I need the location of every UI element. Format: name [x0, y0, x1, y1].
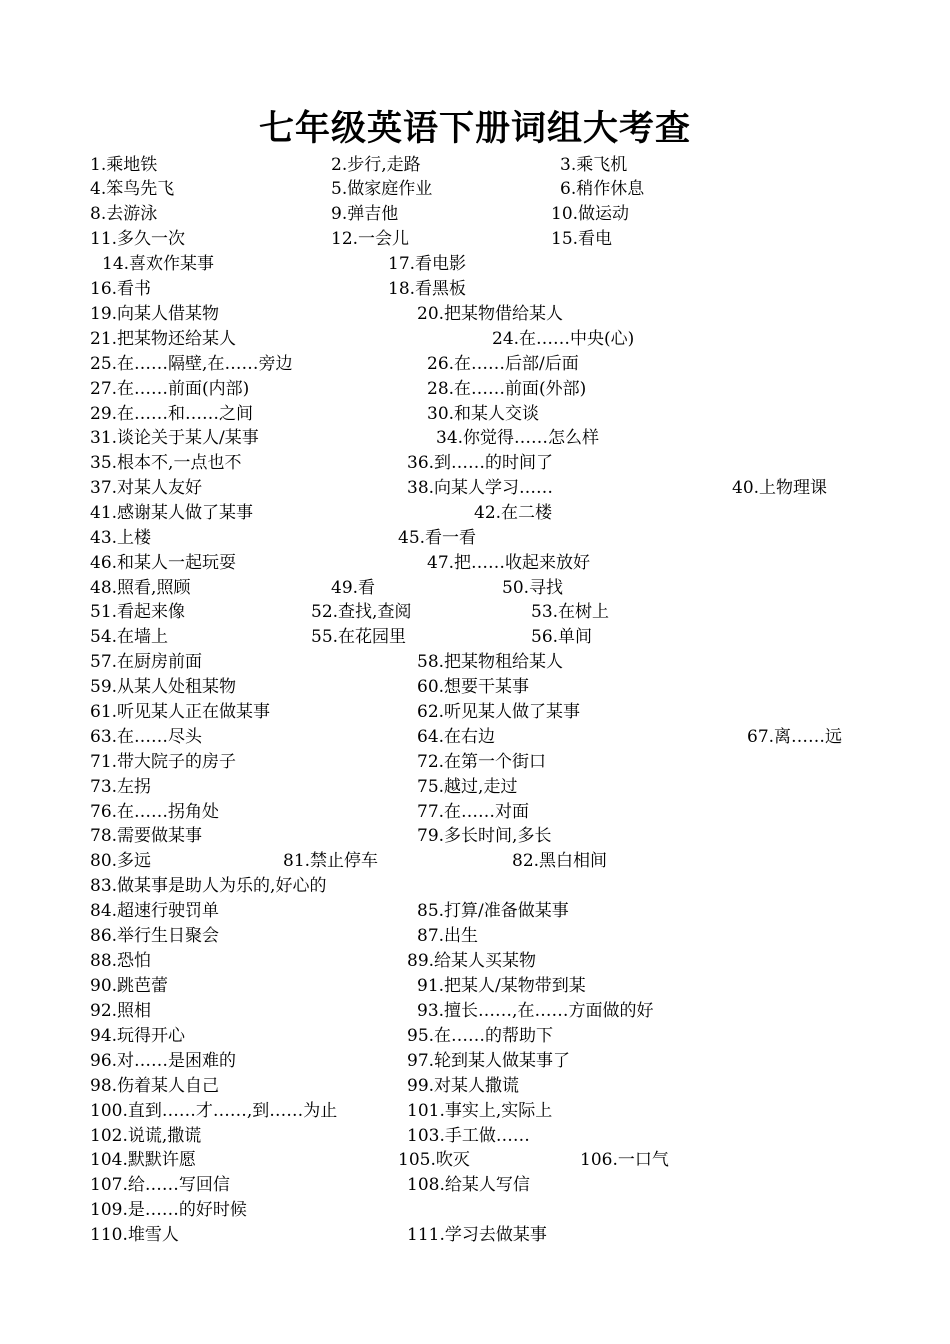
phrase-item: 48.照看,照顾: [90, 578, 191, 598]
phrase-item: 9.弹吉他: [331, 204, 399, 224]
phrase-item: 21.把某物还给某人: [90, 329, 237, 349]
phrase-item: 77.在……对面: [417, 802, 530, 822]
phrase-item: 67.离……远: [747, 727, 843, 747]
phrase-row: [0, 576, 950, 601]
phrase-row: [0, 352, 950, 377]
phrase-item: 41.感谢某人做了某事: [90, 503, 254, 523]
phrase-item: 102.说谎,撒谎: [90, 1126, 202, 1146]
phrase-row: [0, 675, 950, 700]
phrase-row: [0, 153, 950, 178]
phrase-item: 55.在花园里: [311, 627, 407, 647]
phrase-row: [0, 202, 950, 227]
phrase-row: [0, 227, 950, 252]
phrase-item: 100.直到……才……,到……为止: [90, 1101, 338, 1121]
phrase-item: 89.给某人买某物: [407, 951, 537, 971]
phrase-row: [0, 327, 950, 352]
phrase-row: [0, 1223, 950, 1248]
phrase-row: [0, 800, 950, 825]
phrase-item: 40.上物理课: [732, 478, 828, 498]
phrase-item: 53.在树上: [531, 602, 610, 622]
phrase-item: 82.黑白相间: [512, 851, 608, 871]
phrase-row: [0, 650, 950, 675]
phrase-item: 8.去游泳: [90, 204, 158, 224]
phrase-item: 11.多久一次: [90, 229, 186, 249]
phrase-item: 6.稍作休息: [560, 179, 645, 199]
phrase-item: 4.笨鸟先飞: [90, 179, 175, 199]
phrase-row: [0, 775, 950, 800]
phrase-item: 91.把某人/某物带到某: [417, 976, 586, 996]
phrase-row: [0, 501, 950, 526]
phrase-item: 28.在……前面(外部): [427, 379, 587, 399]
phrase-row: [0, 974, 950, 999]
phrase-item: 12.一会儿: [331, 229, 410, 249]
phrase-item: 110.堆雪人: [90, 1225, 179, 1245]
phrase-item: 92.照相: [90, 1001, 152, 1021]
phrase-row: [0, 924, 950, 949]
phrase-item: 79.多长时间,多长: [417, 826, 552, 846]
phrase-row: [0, 1024, 950, 1049]
phrase-item: 35.根本不,一点也不: [90, 453, 242, 473]
phrase-row: [0, 824, 950, 849]
phrase-item: 36.到……的时间了: [407, 453, 554, 473]
phrase-row: [0, 451, 950, 476]
phrase-item: 59.从某人处租某物: [90, 677, 237, 697]
phrase-item: 3.乘飞机: [560, 155, 628, 175]
phrase-item: 104.默默许愿: [90, 1150, 196, 1170]
phrase-item: 1.乘地铁: [90, 155, 158, 175]
phrase-row: [0, 551, 950, 576]
phrase-row: [0, 177, 950, 202]
phrase-item: 98.伤着某人自己: [90, 1076, 220, 1096]
phrase-item: 60.想要干某事: [417, 677, 530, 697]
phrase-row: [0, 1124, 950, 1149]
phrase-row: [0, 1148, 950, 1173]
phrase-item: 109.是……的好时候: [90, 1200, 247, 1220]
page-title: 七年级英语下册词组大考查: [258, 108, 691, 149]
phrase-item: 2.步行,走路: [331, 155, 421, 175]
phrase-row: [0, 1198, 950, 1223]
phrase-item: 78.需要做某事: [90, 826, 203, 846]
phrase-item: 85.打算/准备做某事: [417, 901, 569, 921]
phrase-row: [0, 252, 950, 277]
phrase-item: 81.禁止停车: [283, 851, 379, 871]
phrase-row: [0, 600, 950, 625]
phrase-item: 17.看电影: [388, 254, 467, 274]
phrase-item: 20.把某物借给某人: [417, 304, 564, 324]
phrase-item: 93.擅长……,在……方面做的好: [417, 1001, 654, 1021]
phrase-item: 26.在……后部/后面: [427, 354, 579, 374]
phrase-row: [0, 625, 950, 650]
phrase-item: 18.看黑板: [388, 279, 467, 299]
phrase-row: [0, 700, 950, 725]
phrase-row: [0, 402, 950, 427]
phrase-item: 5.做家庭作业: [331, 179, 433, 199]
phrase-item: 84.超速行驶罚单: [90, 901, 220, 921]
phrase-row: [0, 999, 950, 1024]
phrase-row: [0, 725, 950, 750]
phrase-item: 62.听见某人做了某事: [417, 702, 581, 722]
phrase-item: 45.看一看: [398, 528, 477, 548]
phrase-item: 106.一口气: [580, 1150, 669, 1170]
phrase-item: 105.吹灭: [398, 1150, 470, 1170]
phrase-item: 96.对……是困难的: [90, 1051, 237, 1071]
phrase-item: 51.看起来像: [90, 602, 186, 622]
phrase-row: [0, 949, 950, 974]
phrase-item: 24.在……中央(心): [492, 329, 635, 349]
phrase-item: 73.左拐: [90, 777, 152, 797]
phrase-item: 108.给某人写信: [407, 1175, 530, 1195]
phrase-row: [0, 426, 950, 451]
phrase-row: [0, 1173, 950, 1198]
phrase-item: 61.听见某人正在做某事: [90, 702, 271, 722]
phrase-item: 25.在……隔壁,在……旁边: [90, 354, 293, 374]
phrase-item: 49.看: [331, 578, 376, 598]
phrase-item: 99.对某人撒谎: [407, 1076, 520, 1096]
phrase-item: 80.多远: [90, 851, 152, 871]
phrase-row: [0, 874, 950, 899]
phrase-item: 63.在……尽头: [90, 727, 203, 747]
phrase-item: 94.玩得开心: [90, 1026, 186, 1046]
phrase-row: [0, 849, 950, 874]
phrase-item: 83.做某事是助人为乐的,好心的: [90, 876, 327, 896]
phrase-row: [0, 302, 950, 327]
phrase-item: 58.把某物租给某人: [417, 652, 564, 672]
phrase-row: [0, 1074, 950, 1099]
phrase-item: 15.看电: [551, 229, 613, 249]
phrase-item: 75.越过,走过: [417, 777, 518, 797]
phrase-item: 46.和某人一起玩耍: [90, 553, 237, 573]
phrase-item: 10.做运动: [551, 204, 630, 224]
phrase-row: [0, 476, 950, 501]
phrase-item: 97.轮到某人做某事了: [407, 1051, 571, 1071]
phrase-item: 88.恐怕: [90, 951, 152, 971]
phrase-item: 95.在……的帮助下: [407, 1026, 554, 1046]
phrase-item: 64.在右边: [417, 727, 496, 747]
phrase-item: 71.带大院子的房子: [90, 752, 237, 772]
phrase-row: [0, 277, 950, 302]
phrase-item: 43.上楼: [90, 528, 152, 548]
phrase-item: 101.事实上,实际上: [407, 1101, 553, 1121]
phrase-row: [0, 377, 950, 402]
phrase-item: 47.把……收起来放好: [427, 553, 591, 573]
phrase-item: 72.在第一个街口: [417, 752, 547, 772]
phrase-item: 107.给……写回信: [90, 1175, 230, 1195]
phrase-row: [0, 750, 950, 775]
phrase-item: 87.出生: [417, 926, 479, 946]
phrase-row: [0, 899, 950, 924]
phrase-row: [0, 1049, 950, 1074]
phrase-item: 27.在……前面(内部): [90, 379, 250, 399]
phrase-row: [0, 526, 950, 551]
phrase-item: 38.向某人学习……: [407, 478, 554, 498]
phrase-item: 50.寻找: [502, 578, 564, 598]
phrase-item: 56.单间: [531, 627, 593, 647]
phrase-item: 76.在……拐角处: [90, 802, 220, 822]
phrase-item: 34.你觉得……怎么样: [436, 428, 600, 448]
phrase-item: 90.跳芭蕾: [90, 976, 169, 996]
phrase-item: 86.举行生日聚会: [90, 926, 220, 946]
phrase-item: 31.谈论关于某人/某事: [90, 428, 259, 448]
phrase-item: 30.和某人交谈: [427, 404, 540, 424]
phrase-item: 111.学习去做某事: [407, 1225, 547, 1245]
phrase-row: [0, 1099, 950, 1124]
phrase-item: 19.向某人借某物: [90, 304, 220, 324]
phrase-item: 54.在墙上: [90, 627, 169, 647]
phrase-item: 37.对某人友好: [90, 478, 203, 498]
phrase-item: 29.在……和……之间: [90, 404, 254, 424]
phrase-item: 14.喜欢作某事: [102, 254, 215, 274]
phrase-item: 52.查找,查阅: [311, 602, 412, 622]
phrase-item: 42.在二楼: [474, 503, 553, 523]
phrase-item: 103.手工做……: [407, 1126, 530, 1146]
phrase-item: 57.在厨房前面: [90, 652, 203, 672]
phrase-item: 16.看书: [90, 279, 152, 299]
